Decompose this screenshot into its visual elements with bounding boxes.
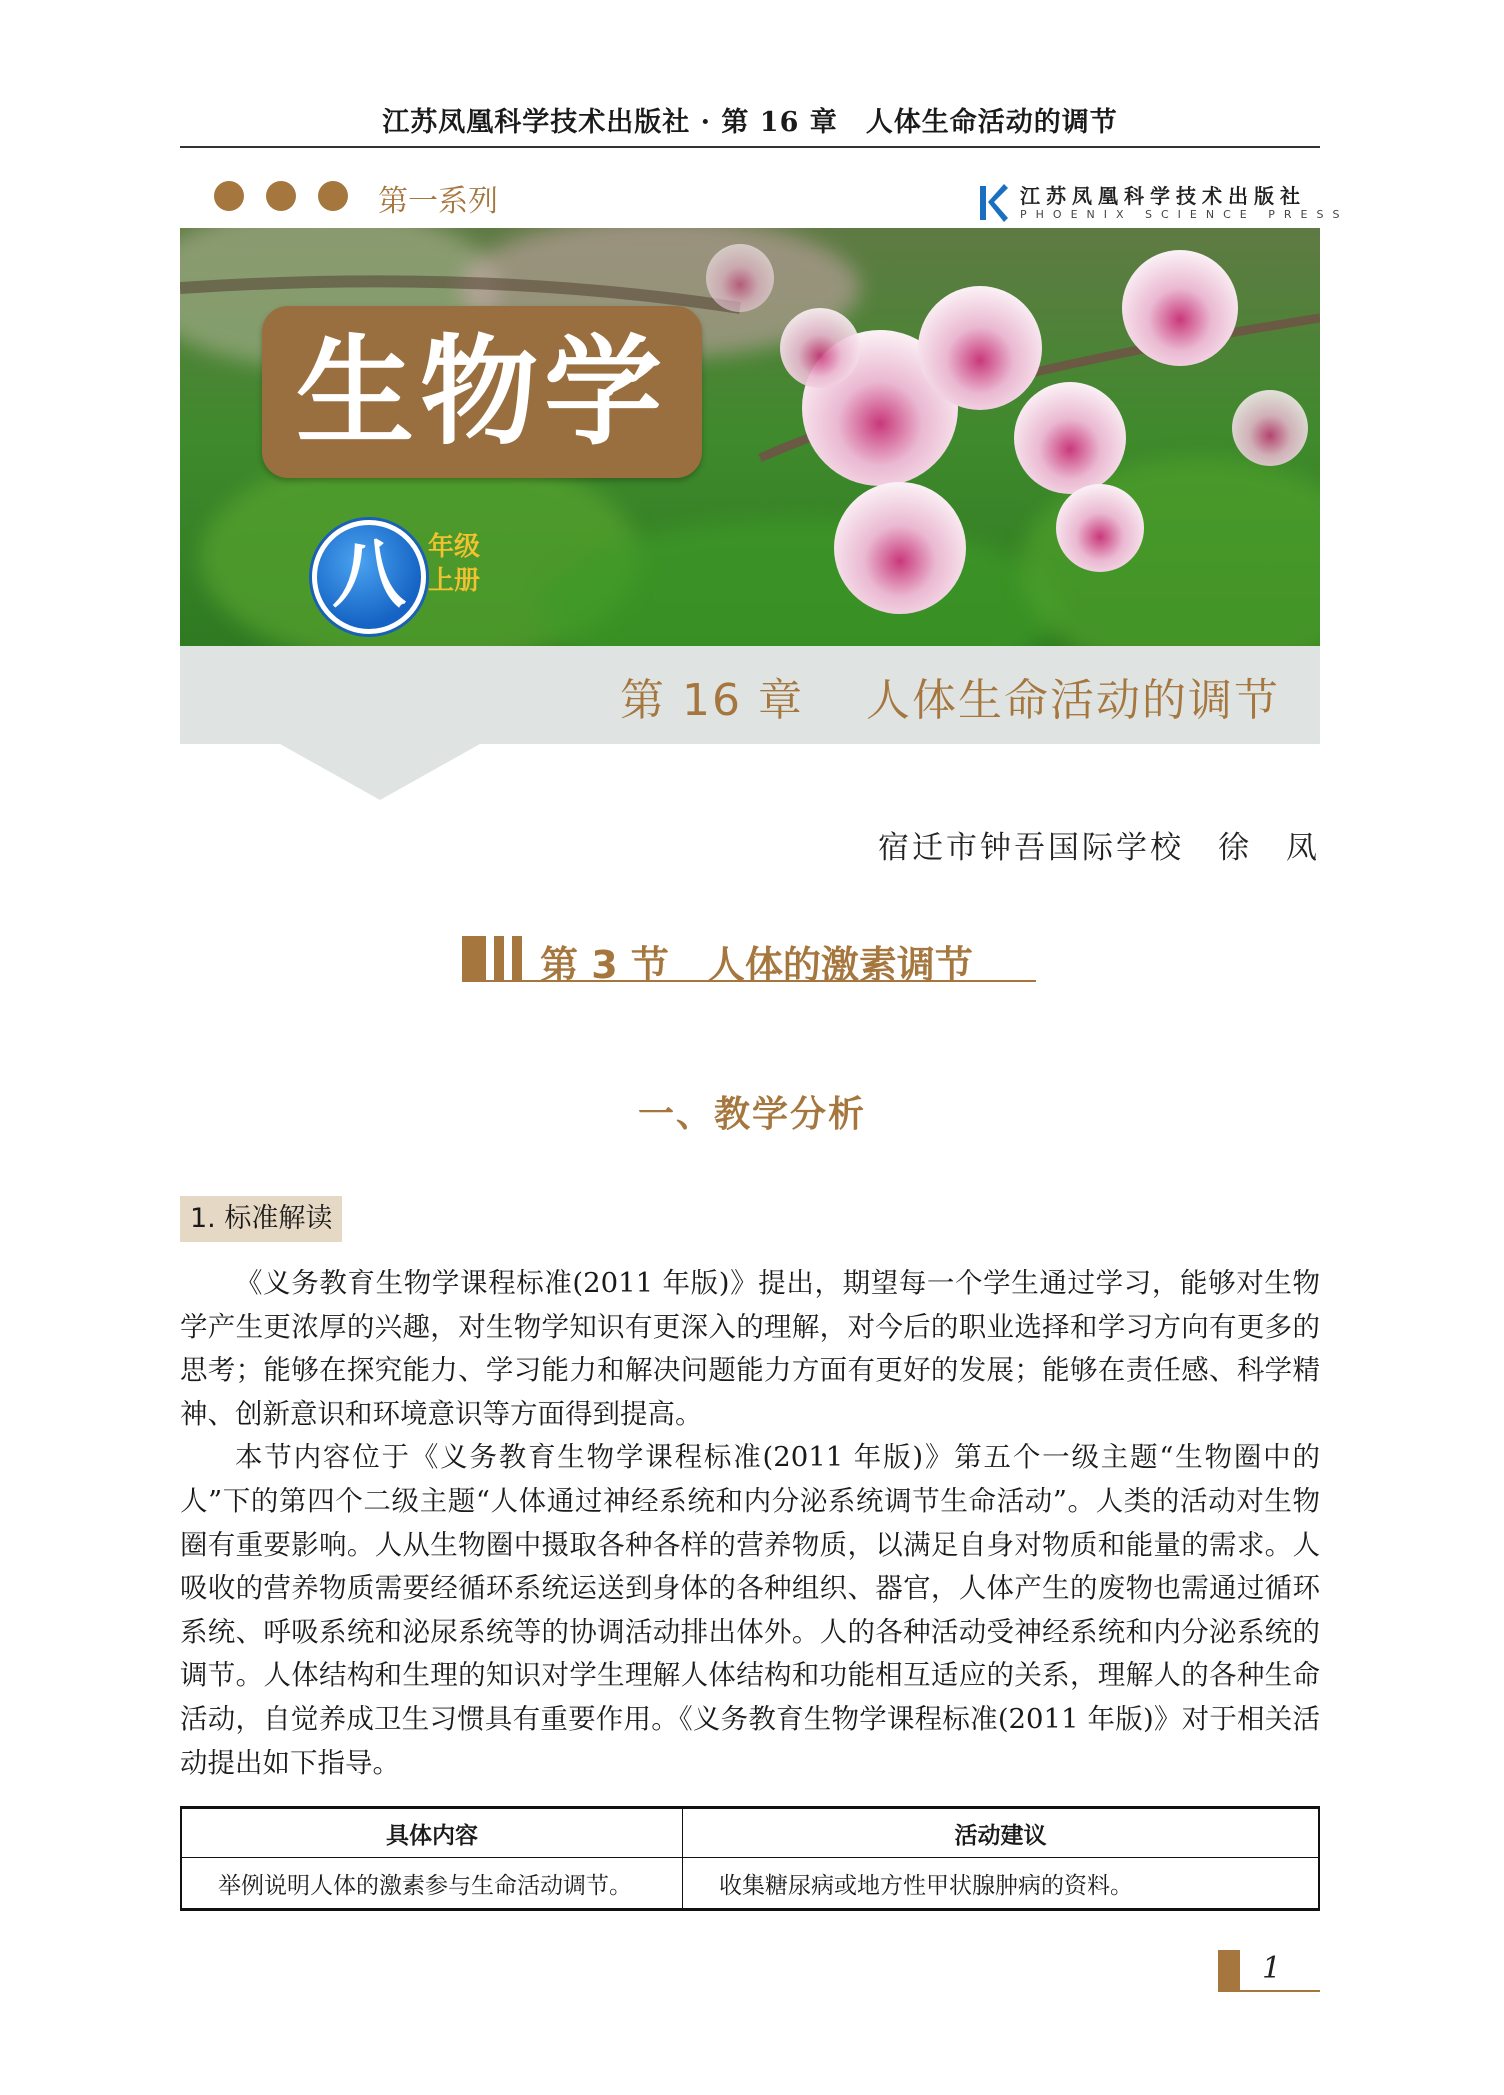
table-header-cell: 活动建议 bbox=[683, 1808, 1320, 1858]
grade-character: 八 bbox=[332, 532, 406, 618]
running-header: 江苏凤凰科学技术出版社 · 第 16 章 人体生命活动的调节 bbox=[382, 107, 1118, 138]
table-cell: 举例说明人体的激素参与生命活动调节。 bbox=[181, 1858, 683, 1910]
chapter-title: 第 16 章 人体生命活动的调节 bbox=[620, 675, 1280, 726]
publisher-name-en: PHOENIX SCIENCE PRESS bbox=[1020, 208, 1349, 221]
paragraph: 本节内容位于《义务教育生物学课程标准(2011 年版)》第五个一级主题“生物圈中的人”下的第四个二级主题“人体通过神经系统和内分泌系统调节生命活动”。人类的活动对生物圈有重要影响。人从生物圈中摄取各种各样的营养物质，以满足自身对物质和能量的需求。人吸收的营养物质需要经循环系统运送到身体的各种组织、器官，人体产生的废物也需通过循环系统、呼吸系统和泌尿系统等的协调活动排出体外。人的各种活动受神经系统和内分泌系统的调节。人体结构和生理的知识对学生理解人体结构和功能相互适应的关系，理解人的各种生命活动，自觉养成卫生习惯具有重要作用。《义务教育生物学课程标准(2011 年版)》对于相关活动提出如下指导。 bbox=[180, 1441, 1320, 1779]
chapter-arrow-icon bbox=[280, 744, 480, 800]
series-label: 第一系列 bbox=[378, 184, 498, 219]
table-header-cell: 具体内容 bbox=[181, 1808, 683, 1858]
series-dot bbox=[318, 181, 348, 211]
standards-table bbox=[180, 1806, 1320, 1911]
series-dot bbox=[214, 181, 244, 211]
section-underline bbox=[462, 980, 1036, 982]
table-cell: 收集糖尿病或地方性甲状腺肿病的资料。 bbox=[683, 1858, 1320, 1910]
paragraph: 《义务教育生物学课程标准(2011 年版)》提出，期望每一个学生通过学习，能够对生物学产生更浓厚的兴趣，对生物学知识有更深入的理解，对今后的职业选择和学习方向有更多的思考；能够在探究能力、学习能力和解决问题能力方面有更好的发展；能够在责任感、科学精神、创新意识和环境意识等方面得到提高。 bbox=[180, 1267, 1320, 1430]
page-number: 1 bbox=[1262, 1951, 1282, 1986]
page-number-rule bbox=[1218, 1990, 1320, 1992]
page-number-marker bbox=[1218, 1950, 1240, 1990]
grade-label: 年级 bbox=[428, 532, 481, 562]
section-title: 第 3 节 人体的激素调节 bbox=[540, 943, 973, 987]
publisher-logo-icon bbox=[978, 180, 1008, 224]
author-line: 宿迁市钟吾国际学校 徐 凤 bbox=[878, 830, 1320, 866]
volume-label: 上册 bbox=[428, 566, 481, 596]
part-heading: 一、教学分析 bbox=[637, 1094, 866, 1135]
series-dot bbox=[266, 181, 296, 211]
publisher-name: 江苏凤凰科学技术出版社 bbox=[1020, 184, 1306, 208]
book-title: 生物学 bbox=[295, 323, 668, 461]
header-rule bbox=[180, 146, 1320, 148]
section-bars-icon bbox=[462, 936, 528, 980]
table-row bbox=[181, 1858, 1319, 1910]
subheading: 1. 标准解读 bbox=[180, 1196, 342, 1242]
body-text bbox=[180, 1262, 1320, 1785]
table-header-row bbox=[181, 1808, 1319, 1858]
